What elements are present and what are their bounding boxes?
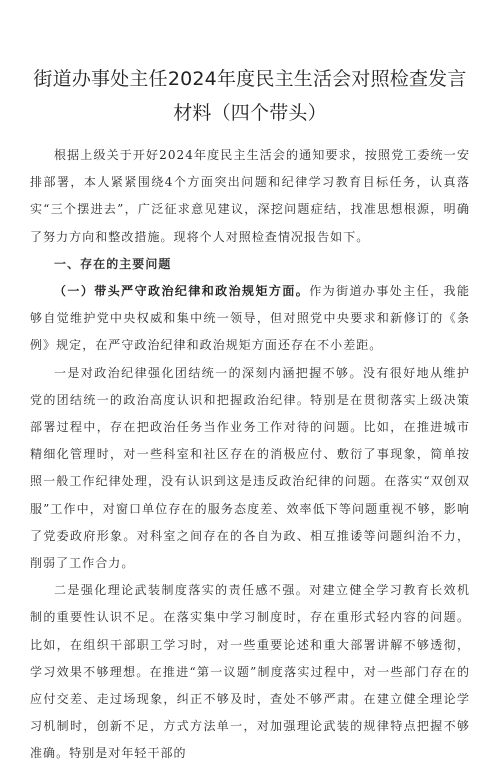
paragraph-point-2 — [30, 577, 470, 767]
paragraph-text: 二是强化理论武装制度落实的责任感不强。对建立健全学习教育长效机制的重要性认识不足。在落实集中学习制度时，存在重形式轻内容的问题。比如，在组织干部职工学习时，对一些重要论述和重大部署讲解不够透彻，学习效果不够理想。在推进“第一议题”制度落实过程中，对一些部门存在的应付交差、走过场现象，纠正不够及时，查处不够严肃。在建立健全理论学习机制时，创新不足，方式方法单一，对加强理论武装的规律特点把握不够准确。特别是对年轻干部的 — [30, 583, 470, 761]
document-body — [30, 142, 470, 768]
document-title: 街道办事处主任2024年度民主生活会对照检查发言材料（四个带头） — [33, 68, 467, 124]
paragraph-point-1 — [30, 360, 470, 578]
paragraph-text: 一是对政治纪律强化团结统一的深刻内涵把握不够。没有很好地从维护党的团结统一的政治高度认识和把握政治纪律。特别是在贯彻落实上级决策部署过程中，存在把政治任务当作业务工作对待的问题。比如，在推进城市精细化管理时，对一些科室和社区存在的消极应付、敷衍了事现象，简单按照一般工作纪律处理，没有认识到这是违反政治纪律的问题。在落实“双创双服”工作中，对窗口单位存在的服务态度差、效率低下等问题重视不够，影响了党委政府形象。对科室之间存在的各自为政、相互推诿等问题纠治不力，削弱了工作合力。 — [30, 365, 470, 571]
paragraph-text: 根据上级关于开好2024年度民主生活会的通知要求，按照党工委统一安排部署，本人紧紧围绕4个方面突出问题和纪律学习教育目标任务，认真落实“三个摆进去”，广泛征求意见建议，深挖问题症结，找准思想根源，明确了努力方向和整改措施。现将个人对照检查情况报告如下。 — [30, 148, 470, 244]
paragraph-intro — [30, 142, 470, 251]
paragraph-subsection-1 — [30, 278, 470, 360]
subsection-heading: （一）带头严守政治纪律和政治规矩方面。 — [54, 284, 310, 299]
section-heading: 一、存在的主要问题 — [54, 256, 172, 271]
paragraph-text: 作为街道办事处主任，我能够自觉维护党中央权威和集中统一领导，但对照党中央要求和新修订的《条例》规定，在严守政治纪律和政治规矩方面还存在不小差距。 — [30, 284, 470, 353]
